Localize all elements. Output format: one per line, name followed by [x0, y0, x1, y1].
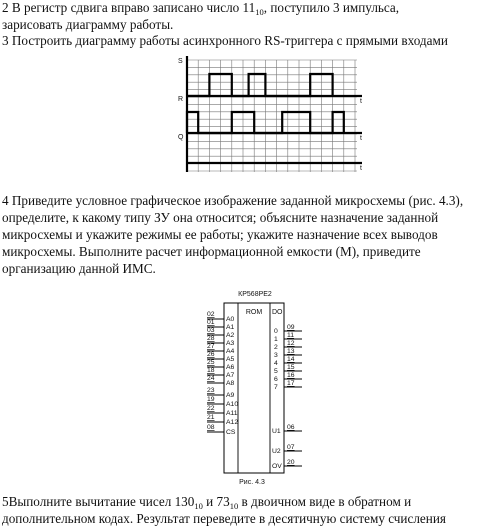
address-pin-name: CS — [226, 429, 236, 436]
task2-line1: 2 В регистр сдвига вправо записано число $11_{10}$, поступило 3 импульса, — [2, 0, 400, 17]
power-pin-name: U2 — [272, 448, 281, 455]
task5-line1: 5Выполните вычитание чисел $130_{10}$ и $73_{10}$ в двоичном виде в обратном и — [2, 494, 412, 511]
power-pin-name: OV — [272, 463, 282, 470]
data-pin-number: 13 — [287, 348, 295, 355]
address-pin-number: 19 — [207, 396, 215, 403]
address-pin-name: A5 — [226, 356, 235, 363]
task5-line2: дополнительном кодах. Результат переведите в десятичную систему счисления — [2, 511, 446, 526]
address-pin-name: A8 — [226, 380, 235, 387]
power-pin-number: 07 — [287, 444, 295, 451]
address-pin-number: 01 — [207, 319, 215, 326]
address-pin-number: 28 — [207, 335, 215, 342]
data-bit-index: 2 — [274, 344, 278, 351]
s-label: S — [178, 58, 183, 65]
task4-line1: 4 Приведите условное графическое изображение заданной микросхемы (рис. 4.3), — [2, 193, 464, 208]
t-label-s: t — [360, 98, 362, 105]
address-pin-number: 08 — [207, 424, 215, 431]
rom-label: ROM — [245, 309, 263, 316]
address-pin-number: 03 — [207, 327, 215, 334]
figure-caption: Рис. 4.3 — [239, 479, 265, 486]
q-label: Q — [178, 134, 184, 141]
t-label-r: t — [360, 135, 362, 142]
data-bit-index: 0 — [274, 328, 278, 335]
address-pin-name: A12 — [226, 419, 239, 426]
address-pin-name: A10 — [226, 401, 239, 408]
data-bit-index: 4 — [274, 360, 278, 367]
address-pin-name: A2 — [226, 332, 235, 339]
data-bit-index: 1 — [274, 336, 278, 343]
data-bit-index: 3 — [274, 352, 278, 359]
address-pin-number: 21 — [207, 414, 215, 421]
address-pin-name: A7 — [226, 372, 235, 379]
data-pin-number: 09 — [287, 324, 295, 331]
address-pin-number: 22 — [207, 405, 215, 412]
t-label-q: t — [360, 165, 362, 172]
task4-line4: микросхемы. Выполните расчет информационной емкости (М), приведите — [2, 244, 421, 259]
data-pin-number: 16 — [287, 372, 295, 379]
address-pin-number: 24 — [207, 375, 215, 382]
address-pin-name: A6 — [226, 364, 235, 371]
address-pin-name: A3 — [226, 340, 235, 347]
power-pin-number: 06 — [287, 424, 295, 431]
task2-line2: зарисовать диаграмму работы. — [2, 17, 174, 32]
address-pin-name: A0 — [226, 316, 235, 323]
address-pin-name: A11 — [226, 410, 238, 417]
do-label: DO — [272, 309, 283, 316]
address-pin-number: 23 — [207, 387, 215, 394]
data-pin-number: 11 — [287, 332, 295, 339]
task3-line1: 3 Построить диаграмму работы асинхронного RS-триггера с прямыми входами — [2, 33, 448, 48]
task4-line2: определите, к какому типу ЗУ она относится; объясните назначение заданной — [2, 210, 439, 225]
address-pin-name: A1 — [226, 324, 235, 331]
data-bit-index: 7 — [274, 384, 278, 391]
address-pin-number: 18 — [207, 367, 215, 374]
address-pin-number: 25 — [207, 359, 215, 366]
data-bit-index: 5 — [274, 368, 278, 375]
task4-line3: микросхемы и укажите режимы ее работы; укажите назначение всех выводов — [2, 227, 438, 242]
address-pin-number: 27 — [207, 343, 215, 350]
address-pin-number: 02 — [207, 311, 215, 318]
power-pin-number: 20 — [287, 459, 295, 466]
task4-line5: организацию данной ИМС. — [2, 261, 156, 276]
address-pin-name: A9 — [226, 392, 235, 399]
chip-symbol — [207, 291, 302, 486]
data-pin-number: 17 — [287, 380, 295, 387]
address-pin-number: 26 — [207, 351, 215, 358]
r-label: R — [178, 96, 184, 103]
address-pin-name: A4 — [226, 348, 235, 355]
data-pin-number: 15 — [287, 364, 295, 371]
data-pin-number: 12 — [287, 340, 295, 347]
power-pin-name: U1 — [272, 428, 281, 435]
chip-title: КР568РЕ2 — [238, 291, 272, 298]
data-bit-index: 6 — [274, 376, 278, 383]
data-pin-number: 14 — [287, 356, 295, 363]
